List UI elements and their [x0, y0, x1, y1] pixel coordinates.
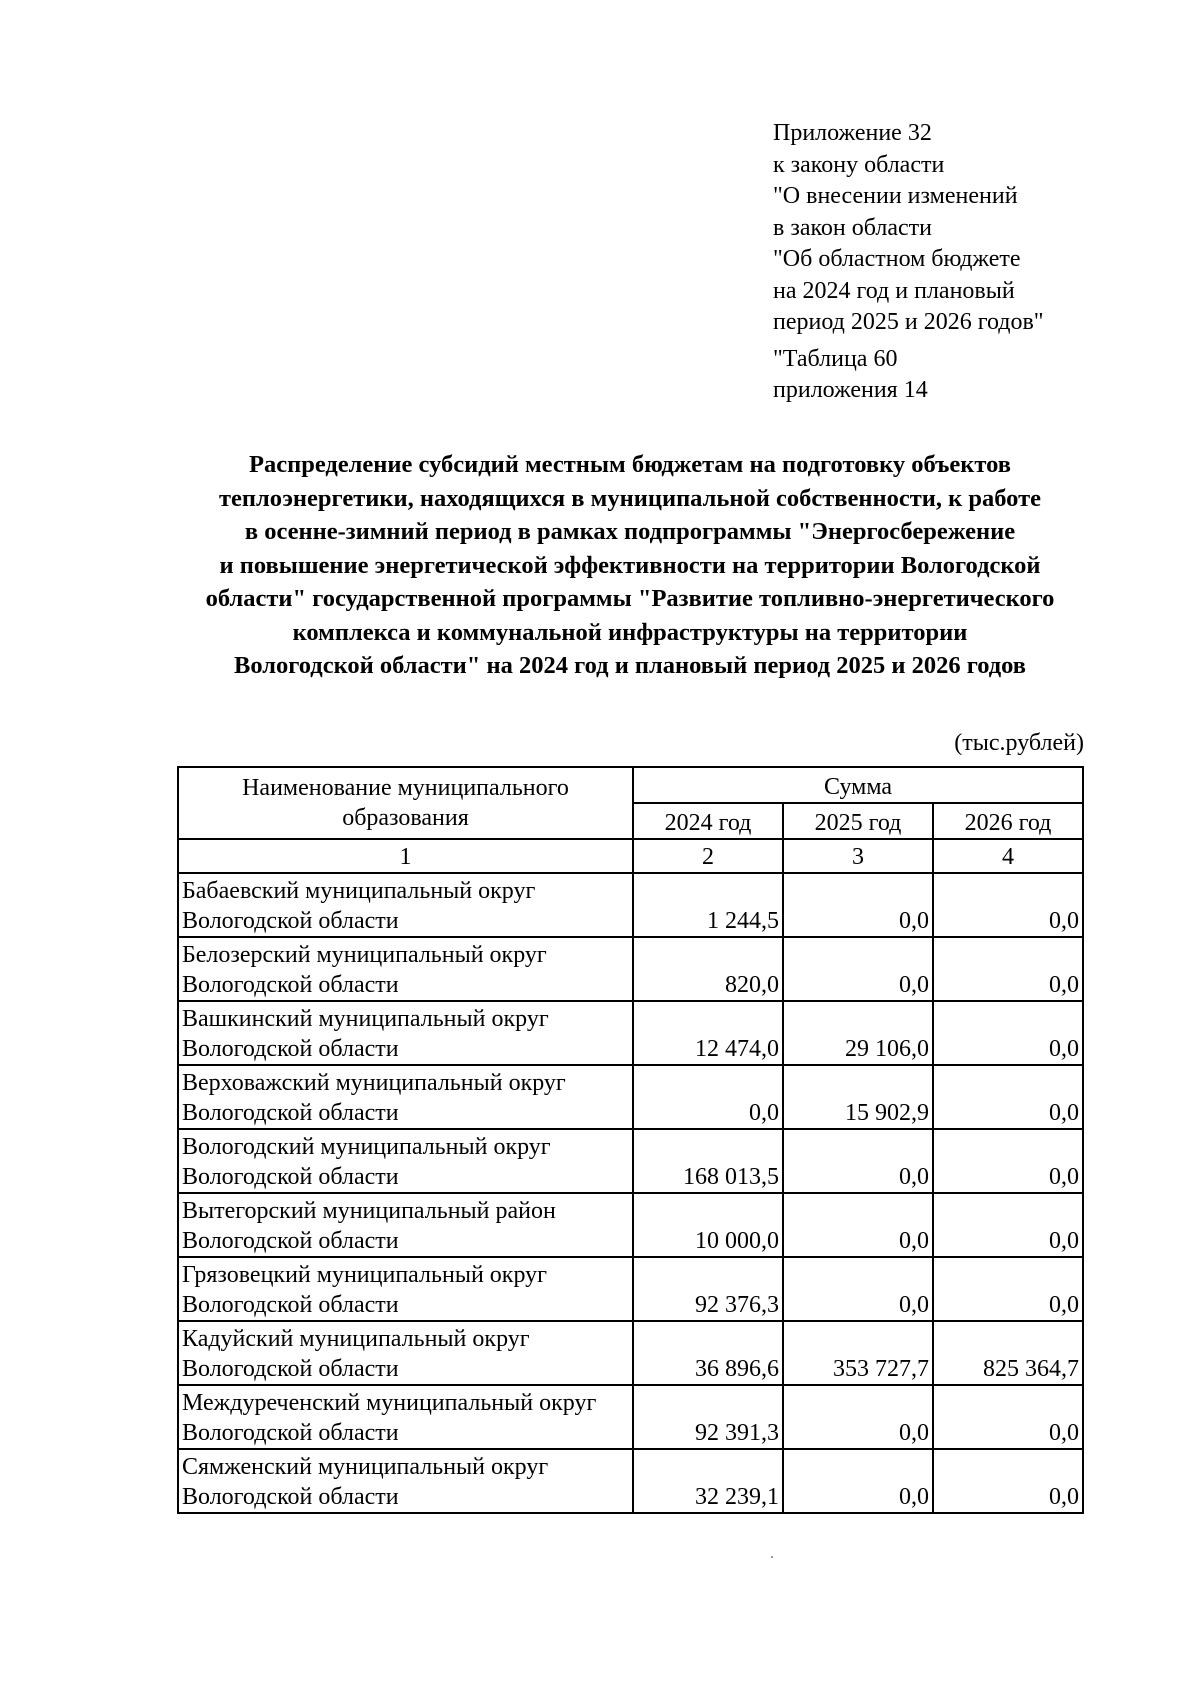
header-name-line: Наименование муниципального	[242, 775, 569, 801]
municipality-name-cell	[178, 937, 633, 1001]
amount-2026-cell: 0,0	[933, 937, 1083, 1001]
title-line: теплоэнергетики, находящихся в муниципальной собственности, к работе	[219, 484, 1041, 512]
appendix-header	[773, 118, 1044, 407]
table-row	[178, 1001, 1083, 1065]
table-row	[178, 1321, 1083, 1385]
scan-speck	[771, 1556, 773, 1558]
amount-2025-cell: 29 106,0	[783, 1001, 933, 1065]
title-line: области" государственной программы "Развитие топливно-энергетического	[205, 585, 1055, 612]
amount-2026-cell: 0,0	[933, 1449, 1083, 1513]
amount-2024-cell: 36 896,6	[633, 1321, 783, 1385]
column-number: 2	[633, 839, 783, 873]
amount-2025-cell: 0,0	[783, 873, 933, 937]
amount-2025-cell: 0,0	[783, 937, 933, 1001]
municipality-name-line: Вологодской области	[182, 1292, 399, 1318]
amount-2026-cell: 0,0	[933, 1193, 1083, 1257]
amount-2024-cell: 820,0	[633, 937, 783, 1001]
amount-2024-cell: 32 239,1	[633, 1449, 783, 1513]
units-label: (тыс.рублей)	[954, 730, 1084, 756]
amount-2026-cell: 0,0	[933, 1001, 1083, 1065]
municipality-name-line: Вологодской области	[182, 1036, 399, 1062]
municipality-name-cell	[178, 1385, 633, 1449]
header-name-line: образования	[342, 805, 469, 831]
municipality-name-cell	[178, 1321, 633, 1385]
municipality-name-line: Вологодской области	[182, 1356, 399, 1382]
municipality-name-line: Бабаевский муниципальный округ	[182, 878, 536, 904]
municipality-name-cell	[178, 873, 633, 937]
title-line: и повышение энергетической эффективности на территории Вологодской	[219, 551, 1041, 579]
header-year-2024: 2024 год	[633, 803, 783, 839]
amount-2024-cell: 92 376,3	[633, 1257, 783, 1321]
municipality-name-line: Кадуйский муниципальный округ	[182, 1326, 530, 1352]
amount-2026-cell: 0,0	[933, 873, 1083, 937]
appendix-line: к закону области	[773, 151, 945, 178]
table-header-row	[178, 767, 1083, 803]
header-year-2025: 2025 год	[783, 803, 933, 839]
subsidy-table	[177, 766, 1084, 1514]
municipality-name-line: Вологодской области	[182, 1228, 399, 1254]
document-title	[150, 448, 1110, 683]
header-sum-cell: Сумма	[633, 767, 1083, 803]
amount-2025-cell: 353 727,7	[783, 1321, 933, 1385]
municipality-name-line: Вологодской области	[182, 1484, 399, 1510]
column-number: 1	[178, 839, 633, 873]
amount-2024-cell: 0,0	[633, 1065, 783, 1129]
column-number-row	[178, 839, 1083, 873]
municipality-name-line: Вологодской области	[182, 908, 399, 934]
title-line: Распределение субсидий местным бюджетам на подготовку объектов	[249, 451, 1011, 478]
table-row	[178, 937, 1083, 1001]
header-name-cell	[178, 767, 633, 839]
municipality-name-cell	[178, 1449, 633, 1513]
table-row	[178, 1385, 1083, 1449]
title-line: Вологодской области" на 2024 год и плановый период 2025 и 2026 годов	[233, 652, 1027, 679]
amount-2025-cell: 0,0	[783, 1129, 933, 1193]
municipality-name-line: Вологодский муниципальный округ	[182, 1134, 551, 1160]
municipality-name-line: Белозерский муниципальный округ	[182, 942, 547, 968]
municipality-name-cell	[178, 1065, 633, 1129]
municipality-name-cell	[178, 1193, 633, 1257]
appendix-line: на 2024 год и плановый	[773, 277, 1015, 304]
amount-2026-cell: 0,0	[933, 1385, 1083, 1449]
amount-2024-cell: 92 391,3	[633, 1385, 783, 1449]
amount-2025-cell: 15 902,9	[783, 1065, 933, 1129]
municipality-name-line: Вологодской области	[182, 1420, 399, 1446]
amount-2026-cell: 0,0	[933, 1065, 1083, 1129]
column-number: 4	[933, 839, 1083, 873]
amount-2024-cell: 168 013,5	[633, 1129, 783, 1193]
table-row	[178, 1449, 1083, 1513]
amount-2024-cell: 12 474,0	[633, 1001, 783, 1065]
title-line: комплекса и коммунальной инфраструктуры на территории	[292, 618, 968, 646]
appendix-line: "Об областном бюджете	[773, 246, 1021, 272]
amount-2025-cell: 0,0	[783, 1193, 933, 1257]
municipality-name-line: Вологодской области	[182, 1164, 399, 1190]
appendix-line: в закон области	[773, 214, 932, 241]
municipality-name-line: Верховажский муниципальный округ	[182, 1070, 566, 1096]
table-row	[178, 1065, 1083, 1129]
amount-2026-cell: 825 364,7	[933, 1321, 1083, 1385]
column-number: 3	[783, 839, 933, 873]
municipality-name-line: Вытегорский муниципальный район	[182, 1198, 556, 1224]
municipality-name-cell	[178, 1001, 633, 1065]
appendix-line: Приложение 32	[773, 120, 932, 146]
municipality-name-line: Вологодской области	[182, 1100, 399, 1126]
appendix-line: "О внесении изменений	[773, 183, 1018, 209]
municipality-name-line: Вашкинский муниципальный округ	[182, 1006, 549, 1032]
table-reference-line: "Таблица 60	[773, 345, 898, 372]
header-year-2026: 2026 год	[933, 803, 1083, 839]
appendix-line: период 2025 и 2026 годов"	[773, 309, 1044, 335]
title-line: в осенне-зимний период в рамках подпрограммы "Энергосбережение	[244, 518, 1016, 545]
amount-2026-cell: 0,0	[933, 1257, 1083, 1321]
amount-2025-cell: 0,0	[783, 1385, 933, 1449]
amount-2026-cell: 0,0	[933, 1129, 1083, 1193]
municipality-name-line: Сямженский муниципальный округ	[182, 1454, 549, 1480]
table-row	[178, 1257, 1083, 1321]
table-row	[178, 1129, 1083, 1193]
municipality-name-cell	[178, 1257, 633, 1321]
table-reference-line: приложения 14	[773, 377, 928, 403]
municipality-name-line: Грязовецкий муниципальный округ	[182, 1262, 547, 1288]
table-row	[178, 873, 1083, 937]
amount-2025-cell: 0,0	[783, 1257, 933, 1321]
municipality-name-line: Вологодской области	[182, 972, 399, 998]
amount-2024-cell: 10 000,0	[633, 1193, 783, 1257]
table-row	[178, 1193, 1083, 1257]
amount-2025-cell: 0,0	[783, 1449, 933, 1513]
municipality-name-line: Междуреченский муниципальный округ	[182, 1390, 597, 1416]
municipality-name-cell	[178, 1129, 633, 1193]
amount-2024-cell: 1 244,5	[633, 873, 783, 937]
